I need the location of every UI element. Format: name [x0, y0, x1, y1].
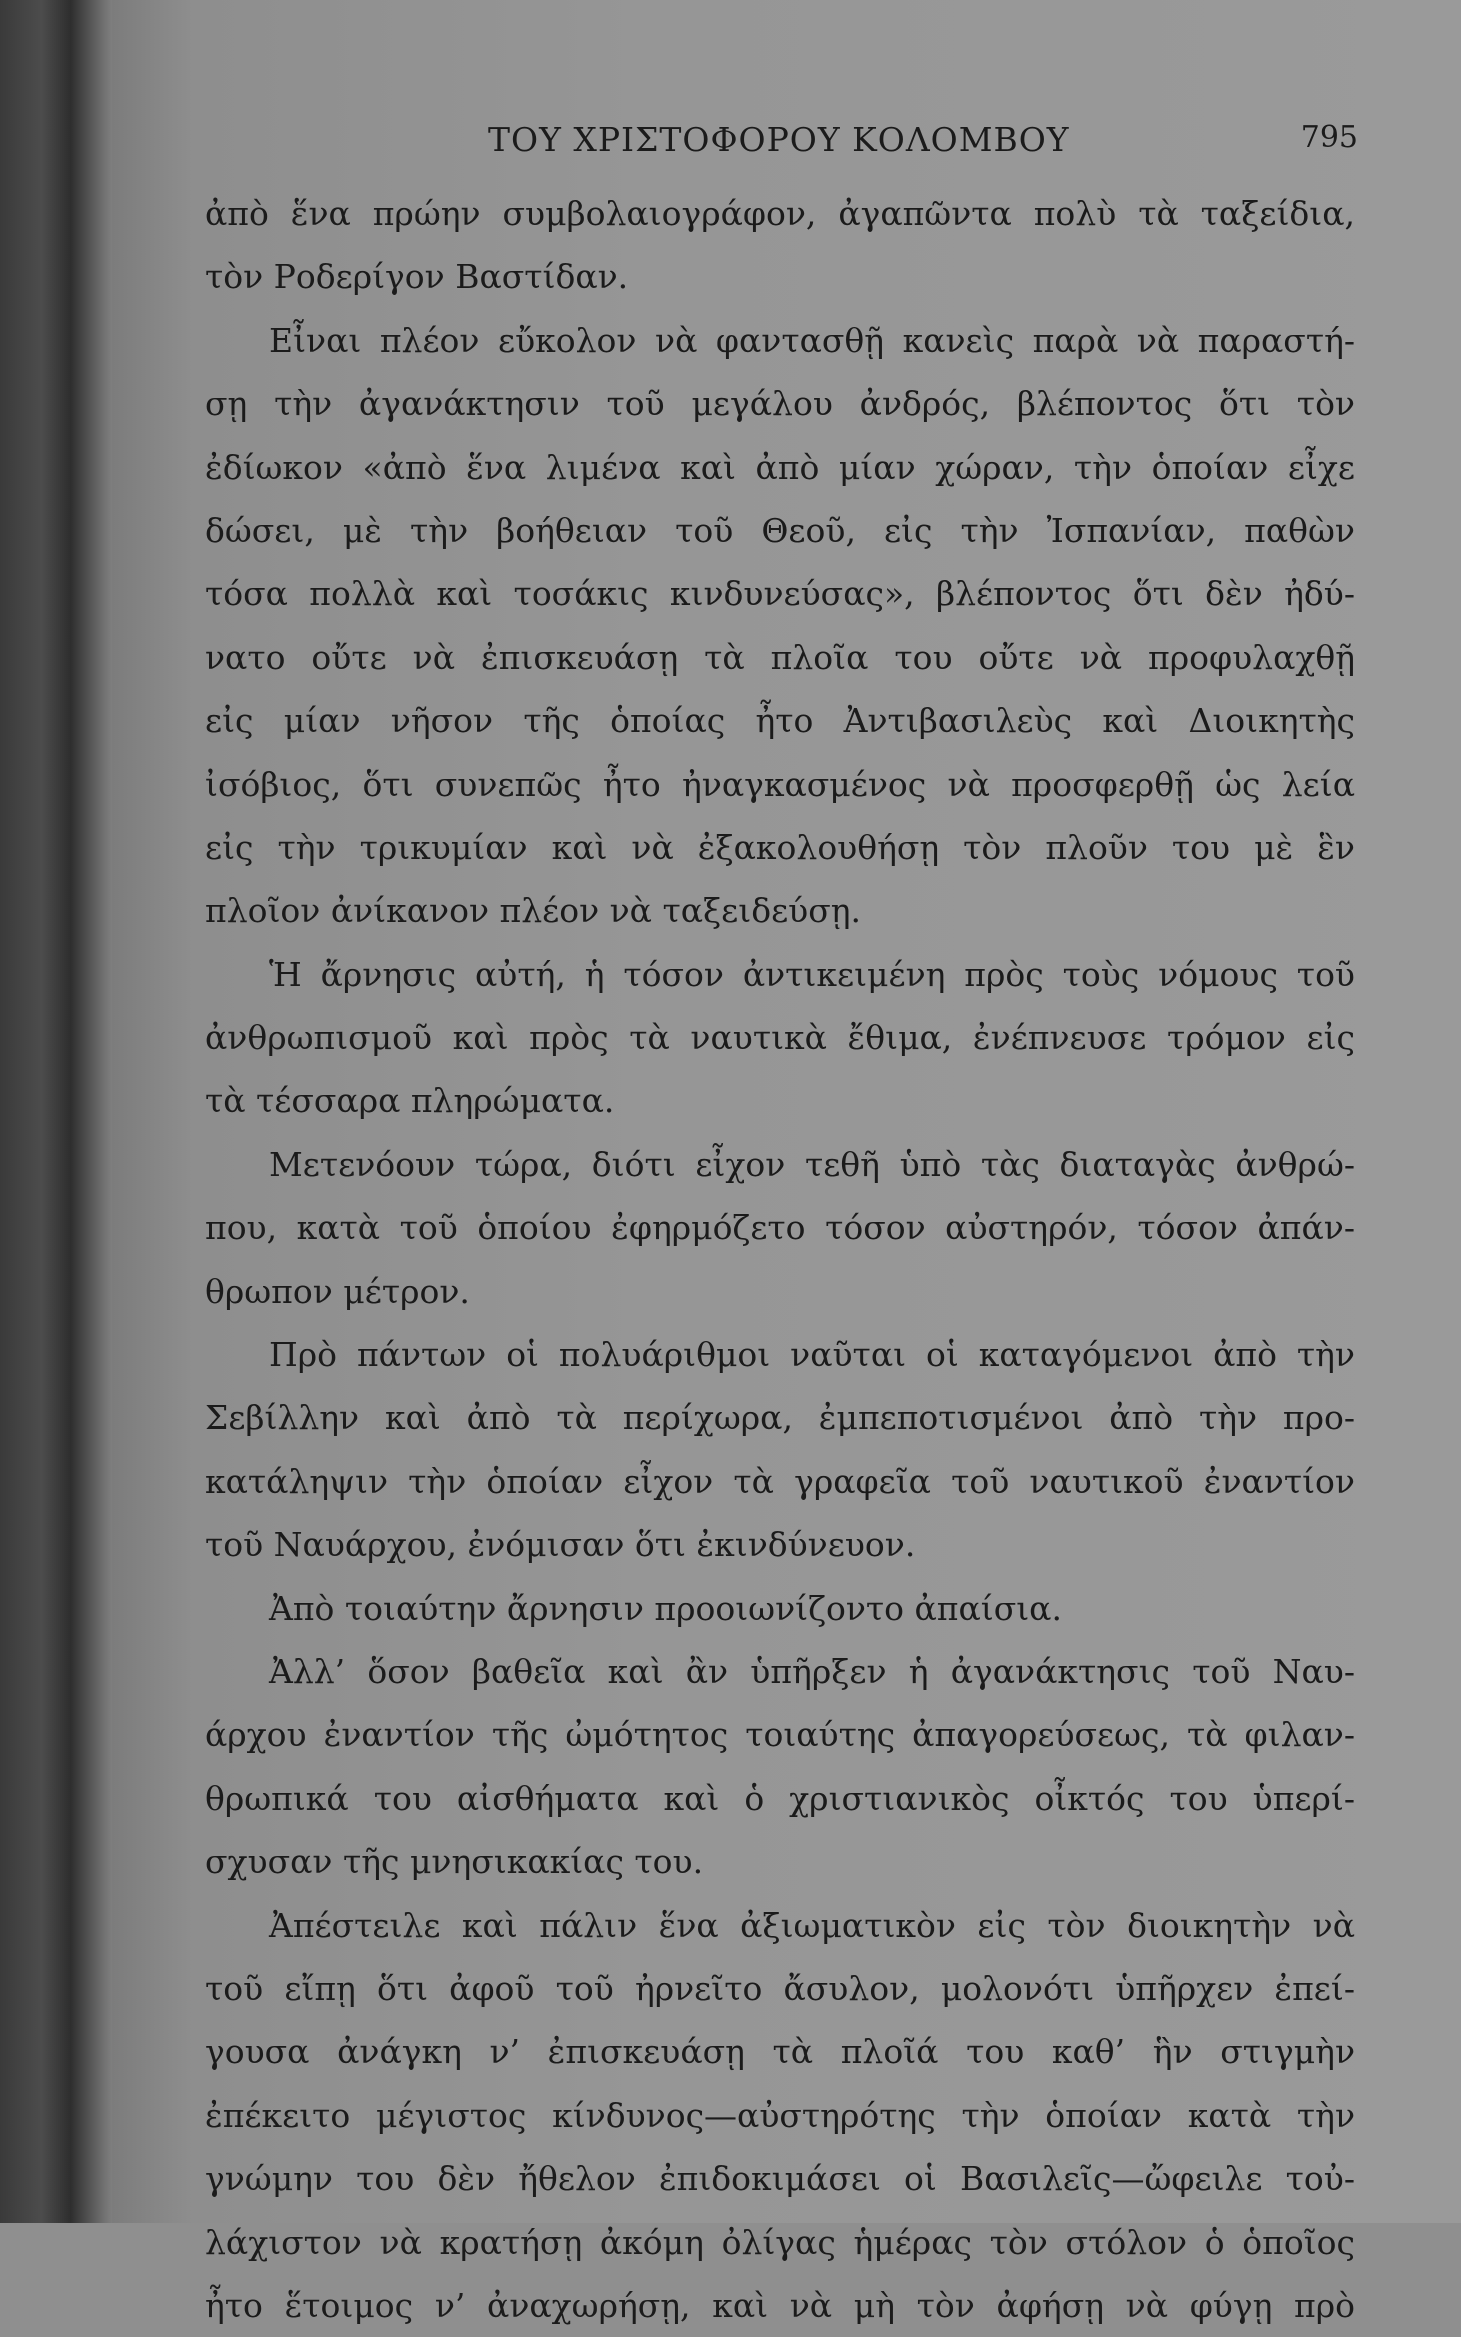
text-line: ἐδίωκον «ἀπὸ ἕνα λιμένα καὶ ἀπὸ μίαν χώραν, τὴν ὁποίαν εἶχε	[205, 447, 1355, 487]
body-text	[205, 182, 1355, 2337]
text-line: ἰσόβιος, ὅτι συνεπῶς ἦτο ἠναγκασμένος νὰ προσφερθῇ ὡς λεία	[205, 764, 1355, 804]
text-line: ἀπὸ ἕνα πρώην συμβολαιογράφον, ἀγαπῶντα πολὺ τὰ ταξείδια,	[205, 194, 1355, 233]
running-title: ΤΟΥ ΧΡΙΣΤΟΦΟΡΟΥ ΚΟΛΟΜΒΟΥ	[488, 120, 1070, 159]
text-line: Ἀπὸ τοιαύτην ἄρνησιν προοιωνίζοντο ἀπαίσια.	[269, 1588, 1062, 1628]
text-line: ἦτο ἕτοιμος ν’ ἀναχωρήσῃ, καὶ νὰ μὴ τὸν ἀφήσῃ νὰ φύγῃ πρὸ	[205, 2285, 1355, 2325]
text-line: Πρὸ πάντων οἱ πολυάριθμοι ναῦται οἱ καταγόμενοι ἀπὸ τὴν	[269, 1335, 1355, 1375]
text-line: εἰς μίαν νῆσον τῆς ὁποίας ἦτο Ἀντιβασιλεὺς καὶ Διοικητὴς	[205, 701, 1355, 741]
text-line: Σεβίλλην καὶ ἀπὸ τὰ περίχωρα, ἐμπεποτισμένοι ἀπὸ τὴν προ-	[205, 1398, 1355, 1438]
text-line: που, κατὰ τοῦ ὁποίου ἐφηρμόζετο τόσον αὐστηρόν, τόσον ἀπάν-	[205, 1208, 1355, 1248]
text-line: σχυσαν τῆς μνησικακίας του.	[205, 1842, 704, 1882]
text-line: γουσα ἀνάγκη ν’ ἐπισκευάσῃ τὰ πλοῖά του καθ’ ἣν στιγμὴν	[205, 2032, 1355, 2072]
text-line: θρωπον μέτρον.	[205, 1271, 470, 1311]
page-header	[488, 120, 1358, 170]
page-number: 795	[1300, 120, 1358, 155]
text-line: Εἶναι πλέον εὔκολον νὰ φαντασθῇ κανεὶς παρὰ νὰ παραστή-	[269, 320, 1355, 360]
text-line: σῃ τὴν ἀγανάκτησιν τοῦ μεγάλου ἀνδρός, βλέποντος ὅτι τὸν	[205, 384, 1355, 424]
text-line: τοῦ εἴπῃ ὅτι ἀφοῦ τοῦ ἠρνεῖτο ἄσυλον, μολονότι ὑπῆρχεν ἐπεί-	[205, 1968, 1355, 2008]
text-line: ἐπέκειτο μέγιστος κίνδυνος—αὐστηρότης τὴν ὁποίαν κατὰ τὴν	[205, 2095, 1355, 2135]
text-line: πλοῖον ἀνίκανον πλέον νὰ ταξειδεύσῃ.	[205, 891, 862, 931]
text-line: εἰς τὴν τρικυμίαν καὶ νὰ ἐξακολουθήσῃ τὸν πλοῦν του μὲ ἓν	[205, 827, 1355, 867]
text-line: λάχιστον νὰ κρατήσῃ ἀκόμη ὀλίγας ἡμέρας τὸν στόλον ὁ ὁποῖος	[205, 2222, 1355, 2262]
text-line: άρχου ἐναντίον τῆς ὠμότητος τοιαύτης ἀπαγορεύσεως, τὰ φιλαν-	[205, 1715, 1355, 1755]
book-binding-edge	[0, 0, 118, 2223]
text-line: τὰ τέσσαρα πληρώματα.	[205, 1081, 615, 1121]
text-line: Ἀπέστειλε καὶ πάλιν ἕνα ἀξιωματικὸν εἰς τὸν διοικητὴν νὰ	[269, 1905, 1355, 1945]
text-line: θρωπικά του αἰσθήματα καὶ ὁ χριστιανικὸς οἶκτός του ὑπερί-	[205, 1778, 1355, 1818]
text-line: τόσα πολλὰ καὶ τοσάκις κινδυνεύσας», βλέποντος ὅτι δὲν ἠδύ-	[205, 574, 1355, 614]
text-line: νατο οὔτε νὰ ἐπισκευάσῃ τὰ πλοῖα του οὔτε νὰ προφυλαχθῇ	[205, 637, 1355, 677]
text-line: γνώμην του δὲν ἤθελον ἐπιδοκιμάσει οἱ Βασιλεῖς—ὤφειλε τοὐ-	[205, 2159, 1355, 2199]
text-line: τοῦ Ναυάρχου, ἐνόμισαν ὅτι ἐκινδύνευον.	[205, 1525, 916, 1565]
text-line: Ἡ ἄρνησις αὐτή, ἡ τόσον ἀντικειμένη πρὸς τοὺς νόμους τοῦ	[269, 954, 1355, 994]
text-line: ἀνθρωπισμοῦ καὶ πρὸς τὰ ναυτικὰ ἔθιμα, ἐνέπνευσε τρόμον εἰς	[205, 1018, 1355, 1058]
text-line: Μετενόουν τώρα, διότι εἶχον τεθῆ ὑπὸ τὰς διαταγὰς ἀνθρώ-	[269, 1144, 1355, 1184]
text-line: Ἀλλ’ ὅσον βαθεῖα καὶ ἂν ὑπῆρξεν ἡ ἀγανάκτησις τοῦ Ναυ-	[269, 1651, 1355, 1691]
text-line: δώσει, μὲ τὴν βοήθειαν τοῦ Θεοῦ, εἰς τὴν Ἰσπανίαν, παθὼν	[205, 510, 1355, 550]
text-line: τὸν Ροδερίγον Βαστίδαν.	[205, 257, 629, 297]
text-line: κατάληψιν τὴν ὁποίαν εἶχον τὰ γραφεῖα τοῦ ναυτικοῦ ἐναντίον	[205, 1461, 1355, 1501]
